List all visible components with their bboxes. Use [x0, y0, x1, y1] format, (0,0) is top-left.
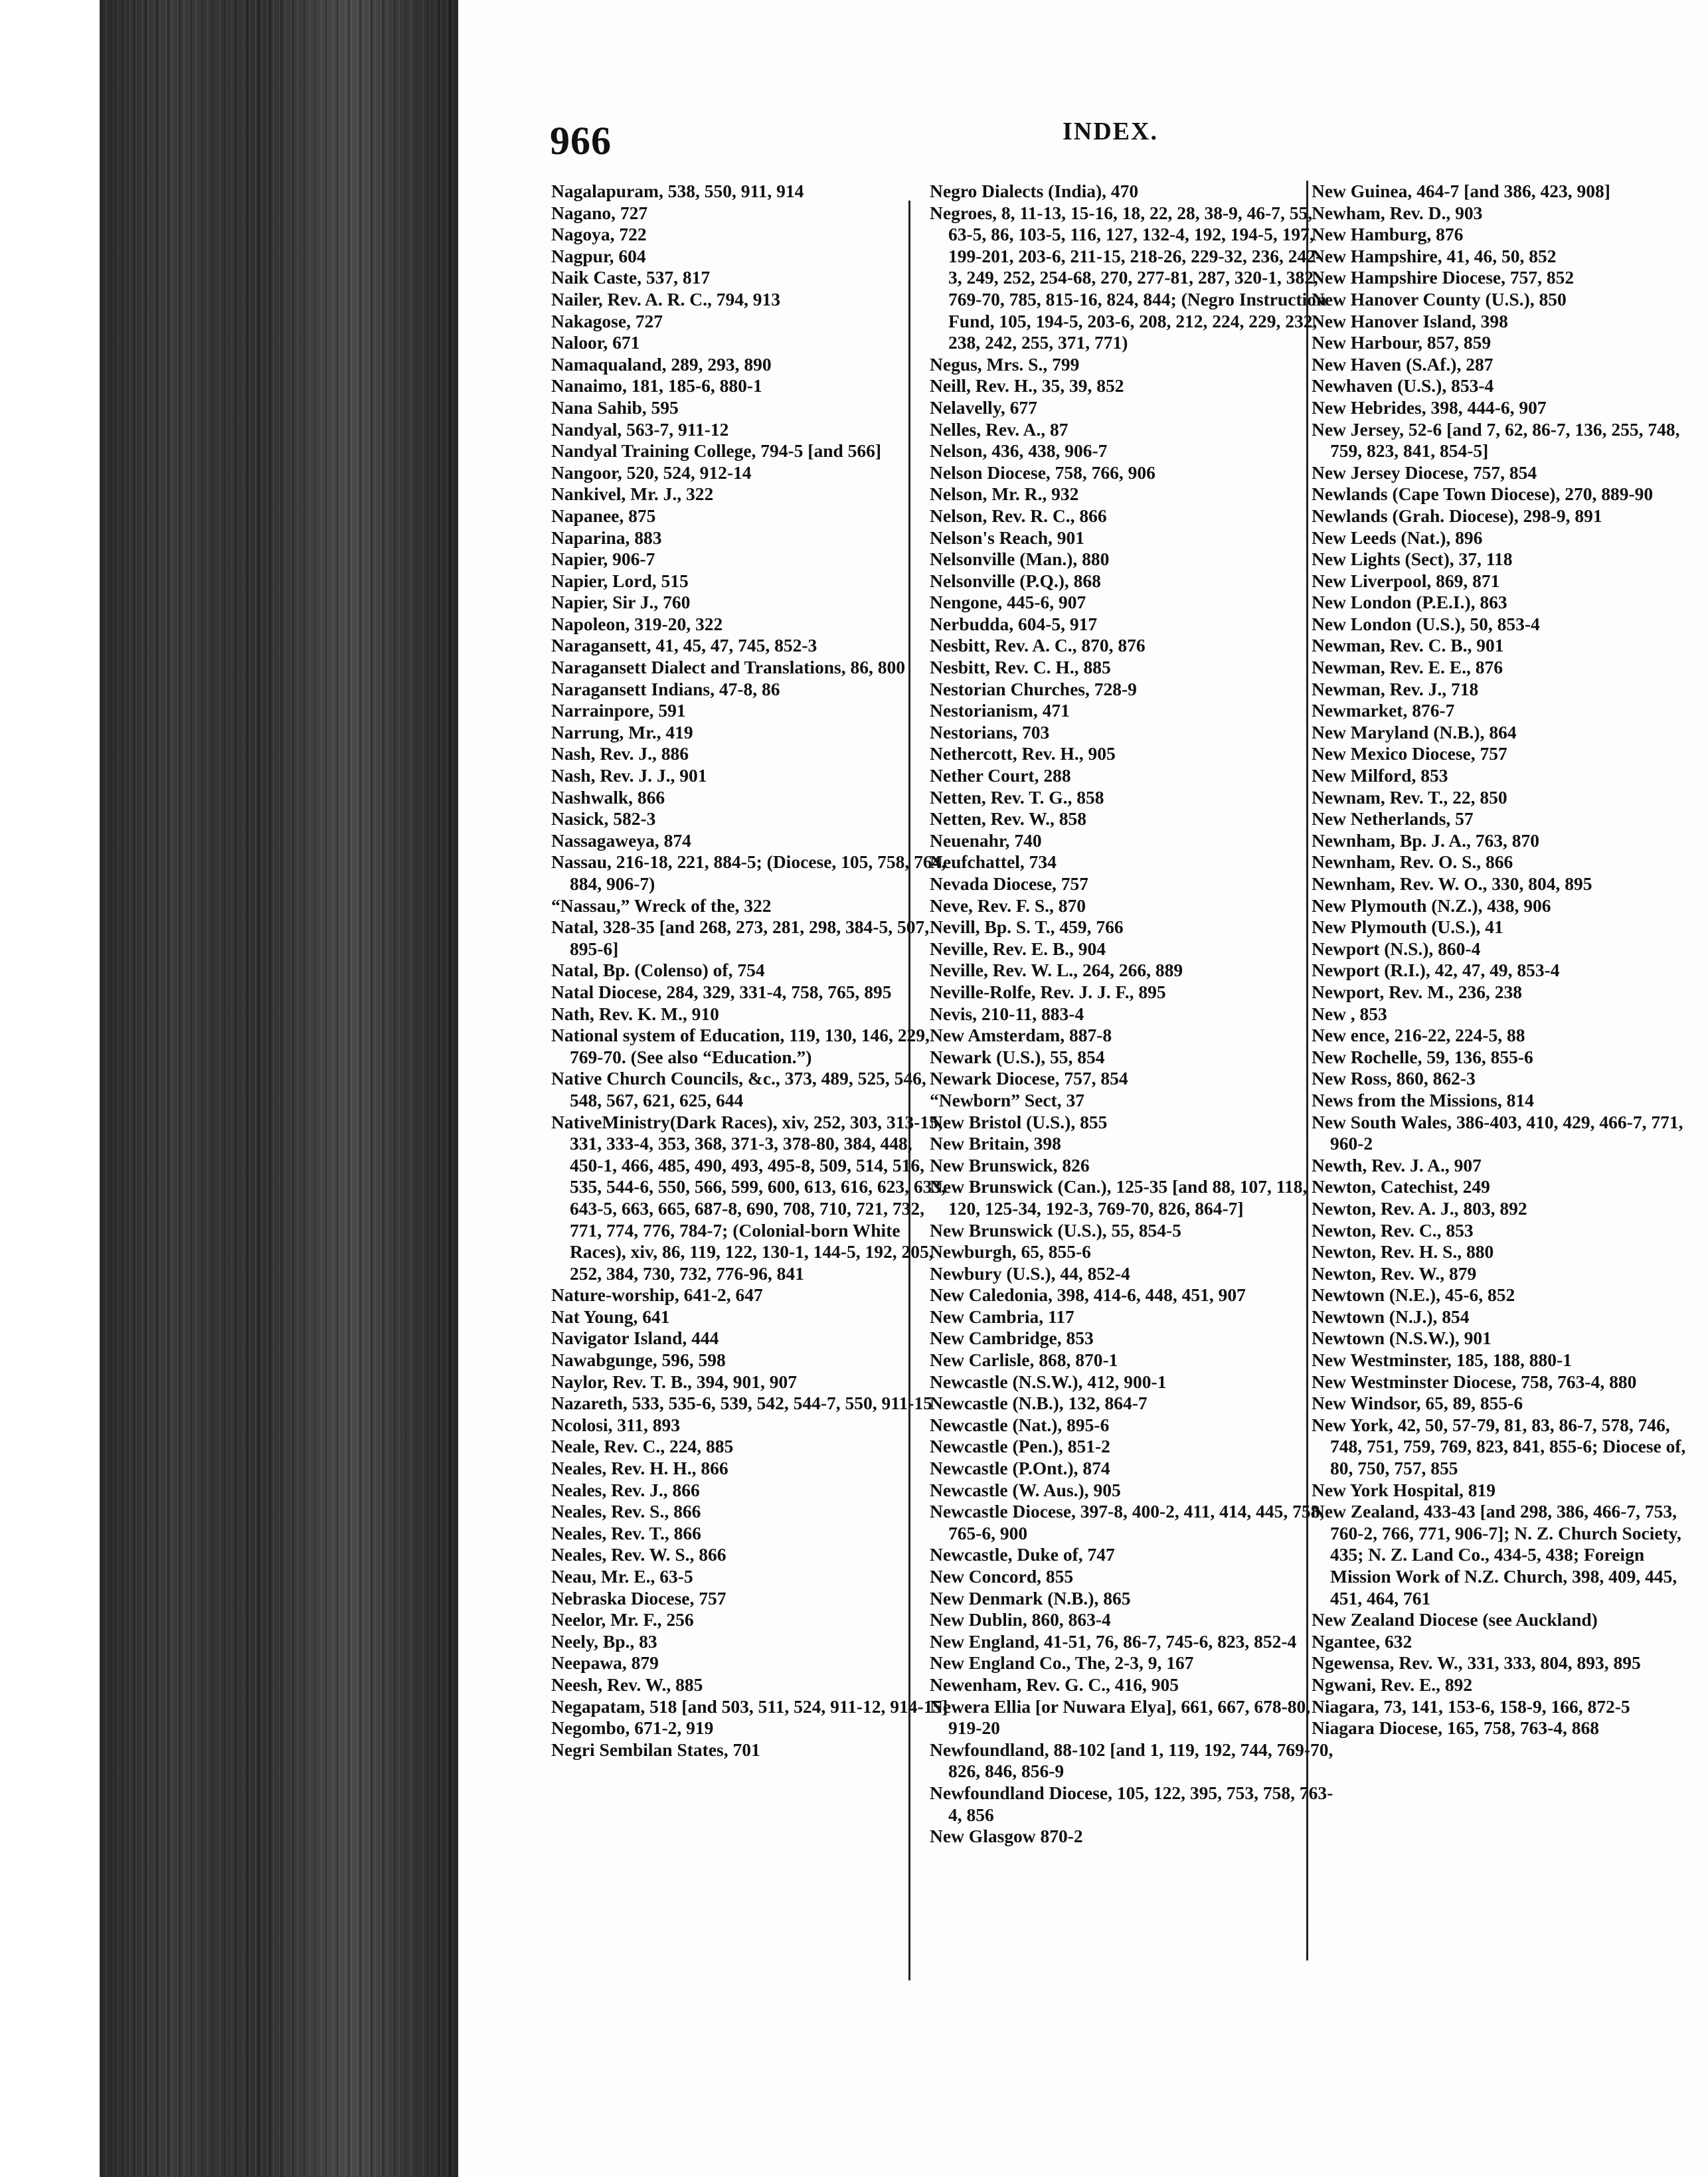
index-entry: Nash, Rev. J., 886 — [551, 743, 689, 764]
index-entry: Nagalapuram, 538, 550, 911, 914 — [551, 181, 804, 201]
scan-background — [0, 0, 100, 2177]
index-entry: New Rochelle, 59, 136, 855-6 — [1312, 1046, 1533, 1067]
index-entry: Nelson, 436, 438, 906-7 — [930, 440, 1108, 462]
index-entry: Napanee, 875 — [551, 505, 656, 526]
index-entry: Newark Diocese, 757, 854 — [930, 1068, 1128, 1089]
book-page-edge — [100, 0, 458, 2177]
index-entry: Native Church Councils, &c., 373, 489, 525, 546, 548, 567, 621, 625, 644 — [551, 1068, 926, 1110]
index-entry: Neville, Rev. W. L., 264, 266, 889 — [930, 960, 1183, 981]
index-entry: Newcastle, Duke of, 747 — [930, 1544, 1115, 1565]
index-entry: Negapatam, 518 [and 503, 511, 524, 911-12, 914-15] — [551, 1696, 948, 1717]
index-entry: Neville, Rev. E. B., 904 — [930, 938, 1106, 959]
index-entry: Negroes, 8, 11-13, 15-16, 18, 22, 28, 38-9, 46-7, 55, 63-5, 86, 103-5, 116, 127, 132-4, 192, 194-5, 197, 199-201, 203-6, 211-15, 218-26, 229-32, 236, 242-3, 249, 252, 254-68, 270, 277-81, 287, 320-1, 382, 769-70, 785, 815-16, 824, 844; (Negro Instruction Fund, 105, 194-5, 203-6, 208, 212, 224, 229, 232, 238, 242, 255, 371, 771) — [930, 202, 1327, 353]
index-entry: Neales, Rev. H. H., 866 — [551, 1458, 728, 1479]
index-entry: New Hanover County (U.S.), 850 — [1312, 288, 1567, 309]
index-entry: Nevill, Bp. S. T., 459, 766 — [930, 916, 1124, 938]
index-entry: New Concord, 855 — [930, 1566, 1074, 1587]
index-entry: Newth, Rev. J. A., 907 — [1312, 1154, 1482, 1176]
index-entry: Newnham, Rev. W. O., 330, 804, 895 — [1312, 873, 1592, 894]
index-entry: New Brunswick, 826 — [930, 1154, 1090, 1176]
index-entry: New Cambria, 117 — [930, 1306, 1074, 1327]
index-entry: New Liverpool, 869, 871 — [1312, 570, 1500, 591]
index-entry: New Lights (Sect), 37, 118 — [1312, 549, 1513, 570]
index-entry: Nassau, 216-18, 221, 884-5; (Diocese, 105, 758, 764, 884, 906-7) — [551, 851, 946, 894]
index-entry: Newbury (U.S.), 44, 852-4 — [930, 1263, 1130, 1284]
index-entry: Nanaimo, 181, 185-6, 880-1 — [551, 375, 762, 396]
index-entry: Nangoor, 520, 524, 912-14 — [551, 462, 752, 483]
index-entry: Natal, 328-35 [and 268, 273, 281, 298, 384-5, 507, 895-6] — [551, 916, 930, 959]
index-entry: Negombo, 671-2, 919 — [551, 1717, 714, 1739]
index-entry: Nestorians, 703 — [930, 721, 1050, 742]
index-entry: Newfoundland Diocese, 105, 122, 395, 753, 758, 763-4, 856 — [930, 1782, 1333, 1825]
index-entry: Neufchattel, 734 — [930, 851, 1057, 873]
index-entry: Ngwani, Rev. E., 892 — [1312, 1674, 1473, 1695]
index-entry: Naragansett Dialect and Translations, 86, 800 — [551, 657, 905, 678]
index-entry: Napier, Sir J., 760 — [551, 592, 691, 613]
index-entry: New Westminster Diocese, 758, 763-4, 880 — [1312, 1371, 1637, 1392]
index-entry: Newtown (N.S.W.), 901 — [1312, 1328, 1492, 1349]
index-entry: Neales, Rev. S., 866 — [551, 1501, 701, 1522]
index-entry: Newhaven (U.S.), 853-4 — [1312, 375, 1494, 396]
index-entry: Napier, 906-7 — [551, 549, 655, 570]
index-entry: Naylor, Rev. T. B., 394, 901, 907 — [551, 1371, 798, 1392]
index-entry: Newark (U.S.), 55, 854 — [930, 1046, 1105, 1067]
index-entry: Nath, Rev. K. M., 910 — [551, 1003, 719, 1024]
index-column-3 — [1312, 181, 1703, 1739]
index-entry: Newport (R.I.), 42, 47, 49, 853-4 — [1312, 960, 1560, 981]
index-entry: Nailer, Rev. A. R. C., 794, 913 — [551, 288, 781, 309]
index-entry: Newcastle (W. Aus.), 905 — [930, 1479, 1121, 1500]
index-entry: New Denmark (N.B.), 865 — [930, 1587, 1131, 1609]
index-entry: Nakagose, 727 — [551, 310, 663, 331]
index-entry: Naik Caste, 537, 817 — [551, 267, 711, 288]
index-entry: New Milford, 853 — [1312, 765, 1448, 786]
index-entry: Naragansett, 41, 45, 47, 745, 852-3 — [551, 635, 817, 656]
index-entry: Nash, Rev. J. J., 901 — [551, 765, 707, 786]
index-entry: New Caledonia, 398, 414-6, 448, 451, 907 — [930, 1284, 1246, 1306]
index-entry: New Haven (S.Af.), 287 — [1312, 353, 1494, 375]
index-entry: Nawabgunge, 596, 598 — [551, 1350, 726, 1371]
index-entry: New Glasgow 870-2 — [930, 1826, 1083, 1847]
index-entry: Nelson's Reach, 901 — [930, 527, 1084, 548]
index-entry: New Mexico Diocese, 757 — [1312, 743, 1507, 764]
index-entry: Nashwalk, 866 — [551, 786, 665, 808]
index-entry: Newport, Rev. M., 236, 238 — [1312, 981, 1522, 1002]
index-entry: Nevada Diocese, 757 — [930, 873, 1089, 894]
index-entry: New England Co., The, 2-3, 9, 167 — [930, 1652, 1194, 1674]
index-entry: New Netherlands, 57 — [1312, 808, 1474, 829]
index-entry: New Plymouth (U.S.), 41 — [1312, 916, 1503, 938]
index-entry: New Brunswick (U.S.), 55, 854-5 — [930, 1219, 1181, 1241]
index-entry: Napoleon, 319-20, 322 — [551, 613, 723, 634]
index-entry: National system of Education, 119, 130, 146, 229, 769-70. (See also “Education.”) — [551, 1025, 930, 1067]
index-entry: Nestorianism, 471 — [930, 700, 1070, 721]
index-entry: Neve, Rev. F. S., 870 — [930, 895, 1086, 916]
index-entry: Nethercott, Rev. H., 905 — [930, 743, 1116, 764]
index-entry: Newmarket, 876-7 — [1312, 700, 1455, 721]
index-entry: Nagpur, 604 — [551, 245, 646, 266]
index-entry: New Hamburg, 876 — [1312, 224, 1464, 245]
index-entry: Nankivel, Mr. J., 322 — [551, 483, 714, 505]
index-entry: Newcastle (N.S.W.), 412, 900-1 — [930, 1371, 1167, 1392]
index-entry: Newcastle (Nat.), 895-6 — [930, 1414, 1110, 1435]
index-entry: Nerbudda, 604-5, 917 — [930, 613, 1098, 634]
index-entry: Narrainpore, 591 — [551, 700, 686, 721]
index-entry: Netten, Rev. T. G., 858 — [930, 786, 1104, 808]
index-entry: Natal Diocese, 284, 329, 331-4, 758, 765, 895 — [551, 981, 892, 1002]
index-entry: New Ross, 860, 862-3 — [1312, 1068, 1476, 1089]
index-entry: Newlands (Cape Town Diocese), 270, 889-90 — [1312, 483, 1654, 505]
index-entry: Newcastle Diocese, 397-8, 400-2, 411, 414, 445, 758, 765-6, 900 — [930, 1501, 1325, 1543]
index-entry: New Hampshire, 41, 46, 50, 852 — [1312, 245, 1557, 266]
index-entry: New Zealand Diocese (see Auckland) — [1312, 1609, 1598, 1630]
index-entry: New Hampshire Diocese, 757, 852 — [1312, 267, 1575, 288]
index-entry: Newnam, Rev. T., 22, 850 — [1312, 786, 1507, 808]
index-entry: Naragansett Indians, 47-8, 86 — [551, 678, 780, 699]
index-entry: Neale, Rev. C., 224, 885 — [551, 1436, 734, 1457]
index-entry: New Brunswick (Can.), 125-35 [and 88, 107, 118, 120, 125-34, 192-3, 769-70, 826, 864-7] — [930, 1176, 1308, 1219]
index-entry: New Harbour, 857, 859 — [1312, 332, 1492, 353]
index-entry: New Bristol (U.S.), 855 — [930, 1111, 1108, 1132]
index-entry: New , 853 — [1312, 1003, 1387, 1024]
index-entry: Newham, Rev. D., 903 — [1312, 202, 1483, 223]
index-entry: Nasick, 582-3 — [551, 808, 656, 829]
index-entry: Napier, Lord, 515 — [551, 570, 689, 591]
index-entry: Nelavelly, 677 — [930, 396, 1037, 418]
index-entry: Nazareth, 533, 535-6, 539, 542, 544-7, 550, 911-15 — [551, 1393, 932, 1414]
index-entry: Neales, Rev. W. S., 866 — [551, 1544, 726, 1565]
index-entry: Neelor, Mr. F., 256 — [551, 1609, 694, 1630]
index-entry: Nevis, 210-11, 883-4 — [930, 1003, 1084, 1024]
index-entry: Newnham, Bp. J. A., 763, 870 — [1312, 829, 1540, 851]
index-entry: New Plymouth (N.Z.), 438, 906 — [1312, 895, 1551, 916]
index-entry: Nandyal, 563-7, 911-12 — [551, 418, 729, 440]
index-entry: Newcastle (N.B.), 132, 864-7 — [930, 1393, 1148, 1414]
index-entry: Nagoya, 722 — [551, 224, 647, 245]
index-entry: Nagano, 727 — [551, 202, 648, 223]
index-entry: Nelson, Rev. R. C., 866 — [930, 505, 1107, 526]
index-entry: Newtown (N.E.), 45-6, 852 — [1312, 1284, 1515, 1306]
index-entry: Ngewensa, Rev. W., 331, 333, 804, 893, 895 — [1312, 1652, 1641, 1674]
index-entry: Neales, Rev. T., 866 — [551, 1522, 701, 1543]
index-entry: Neepawa, 879 — [551, 1652, 659, 1674]
index-entry: New London (U.S.), 50, 853-4 — [1312, 613, 1540, 634]
index-entry: Newman, Rev. E. E., 876 — [1312, 657, 1503, 678]
index-column-1 — [551, 181, 950, 1761]
index-entry: New South Wales, 386-403, 410, 429, 466-7, 771, 960-2 — [1312, 1111, 1683, 1154]
index-entry: Ncolosi, 311, 893 — [551, 1414, 681, 1435]
index-entry: Natal, Bp. (Colenso) of, 754 — [551, 960, 765, 981]
index-entry: Newton, Catechist, 249 — [1312, 1176, 1490, 1197]
index-entry: New England, 41-51, 76, 86-7, 745-6, 823, 852-4 — [930, 1630, 1297, 1652]
index-entry: Nengone, 445-6, 907 — [930, 592, 1086, 613]
index-entry: Newcastle (Pen.), 851-2 — [930, 1436, 1110, 1457]
index-entry: Naparina, 883 — [551, 527, 662, 548]
index-entry: Newtown (N.J.), 854 — [1312, 1306, 1470, 1327]
index-entry: New Maryland (N.B.), 864 — [1312, 721, 1517, 742]
index-entry: Nesbitt, Rev. C. H., 885 — [930, 657, 1111, 678]
index-entry: Nandyal Training College, 794-5 [and 566] — [551, 440, 882, 462]
index-entry: Newman, Rev. C. B., 901 — [1312, 635, 1504, 656]
index-entry: Nelsonville (Man.), 880 — [930, 549, 1110, 570]
index-entry: Newton, Rev. H. S., 880 — [1312, 1241, 1494, 1263]
index-entry: New Hebrides, 398, 444-6, 907 — [1312, 396, 1547, 418]
index-entry: New Hanover Island, 398 — [1312, 310, 1508, 331]
index-entry: Nature-worship, 641-2, 647 — [551, 1284, 763, 1306]
index-entry: Netten, Rev. W., 858 — [930, 808, 1087, 829]
index-entry: Neill, Rev. H., 35, 39, 852 — [930, 375, 1124, 396]
index-entry: Newburgh, 65, 855-6 — [930, 1241, 1091, 1263]
index-entry: Namaqualand, 289, 293, 890 — [551, 353, 772, 375]
index-entry: “Newborn” Sect, 37 — [930, 1089, 1084, 1110]
index-entry: Niagara Diocese, 165, 758, 763-4, 868 — [1312, 1717, 1600, 1739]
index-entry: New ence, 216-22, 224-5, 88 — [1312, 1025, 1525, 1046]
index-entry: Nelles, Rev. A., 87 — [930, 418, 1068, 440]
index-entry: Newfoundland, 88-102 [and 1, 119, 192, 744, 769-70, 826, 846, 856-9 — [930, 1739, 1333, 1782]
index-entry: New Westminster, 185, 188, 880-1 — [1312, 1350, 1572, 1371]
index-entry: Nesbitt, Rev. A. C., 870, 876 — [930, 635, 1146, 656]
index-entry: Neau, Mr. E., 63-5 — [551, 1566, 693, 1587]
index-entry: Niagara, 73, 141, 153-6, 158-9, 166, 872-5 — [1312, 1696, 1630, 1717]
index-entry: Neely, Bp., 83 — [551, 1630, 657, 1652]
index-entry: Newera Ellia [or Nuwara Elya], 661, 667, 678-80, 919-20 — [930, 1696, 1311, 1739]
index-entry: Neville-Rolfe, Rev. J. J. F., 895 — [930, 981, 1166, 1002]
index-entry: News from the Missions, 814 — [1312, 1089, 1534, 1110]
index-entry: Newport (N.S.), 860-4 — [1312, 938, 1481, 959]
page-number: 966 — [550, 119, 612, 163]
index-entry: New Cambridge, 853 — [930, 1328, 1094, 1349]
index-entry: Ngantee, 632 — [1312, 1630, 1412, 1652]
index-column-2 — [930, 181, 1335, 1848]
index-entry: Newenham, Rev. G. C., 416, 905 — [930, 1674, 1179, 1695]
index-entry: “Nassau,” Wreck of the, 322 — [551, 895, 772, 916]
index-entry: New Dublin, 860, 863-4 — [930, 1609, 1111, 1630]
index-entry: Neesh, Rev. W., 885 — [551, 1674, 703, 1695]
index-entry: New Leeds (Nat.), 896 — [1312, 527, 1483, 548]
index-entry: Nelson, Mr. R., 932 — [930, 483, 1079, 505]
index-entry: Negri Sembilan States, 701 — [551, 1739, 760, 1760]
index-entry: Newton, Rev. C., 853 — [1312, 1219, 1474, 1241]
index-entry: New Jersey Diocese, 757, 854 — [1312, 462, 1537, 483]
index-entry: Nelson Diocese, 758, 766, 906 — [930, 462, 1155, 483]
index-entry: New Amsterdam, 887-8 — [930, 1025, 1112, 1046]
index-entry: Newnham, Rev. O. S., 866 — [1312, 851, 1513, 873]
index-entry: Negro Dialects (India), 470 — [930, 181, 1139, 201]
index-entry: Narrung, Mr., 419 — [551, 721, 693, 742]
index-entry: Neales, Rev. J., 866 — [551, 1479, 700, 1500]
index-entry: Neuenahr, 740 — [930, 829, 1042, 851]
index-entry: Nestorian Churches, 728-9 — [930, 678, 1137, 699]
index-entry: Nat Young, 641 — [551, 1306, 670, 1327]
index-entry: New London (P.E.I.), 863 — [1312, 592, 1507, 613]
index-entry: Newton, Rev. W., 879 — [1312, 1263, 1477, 1284]
index-entry: Nether Court, 288 — [930, 765, 1071, 786]
index-entry: Nelsonville (P.Q.), 868 — [930, 570, 1101, 591]
index-entry: Newlands (Grah. Diocese), 298-9, 891 — [1312, 505, 1602, 526]
index-entry: Newman, Rev. J., 718 — [1312, 678, 1479, 699]
index-entry: New Britain, 398 — [930, 1133, 1061, 1154]
index-entry: New Windsor, 65, 89, 855-6 — [1312, 1393, 1523, 1414]
index-entry: Naloor, 671 — [551, 332, 640, 353]
index-entry: New Carlisle, 868, 870-1 — [930, 1350, 1118, 1371]
index-entry: Nassagaweya, 874 — [551, 829, 691, 851]
index-entry: New York Hospital, 819 — [1312, 1479, 1496, 1500]
index-entry: New York, 42, 50, 57-79, 81, 83, 86-7, 578, 746, 748, 751, 759, 769, 823, 841, 855-6; Diocese of, 80, 750, 757, 855 — [1312, 1414, 1686, 1479]
index-entry: Newcastle (P.Ont.), 874 — [930, 1458, 1110, 1479]
index-entry: New Zealand, 433-43 [and 298, 386, 466-7, 753, 760-2, 766, 771, 906-7]; N. Z. Church Society, 435; N. Z. Land Co., 434-5, 438; Foreign Mission Work of N.Z. Church, 398, 409, 445, 451, 464, 761 — [1312, 1501, 1681, 1609]
index-entry: NativeMinistry(Dark Races), xiv, 252, 303, 313-15, 331, 333-4, 353, 368, 371-3, 378-80, 384, 448, 450-1, 466, 485, 490, 493, 495-8, 509, 514, 516, 535, 544-6, 550, 566, 599, 600, 613, 616, 623, 633, 643-5, 663, 665, 687-8, 690, 708, 710, 721, 732, 771, 774, 776, 784-7; (Colonial-born White Races), xiv, 86, 119, 122, 130-1, 144-5, 192, 205, 252, 384, 730, 732, 776-96, 841 — [551, 1111, 946, 1284]
index-entry: New Guinea, 464-7 [and 386, 423, 908] — [1312, 181, 1610, 201]
index-entry: Negus, Mrs. S., 799 — [930, 353, 1080, 375]
index-entry: Newton, Rev. A. J., 803, 892 — [1312, 1197, 1527, 1219]
index-entry: Nana Sahib, 595 — [551, 396, 679, 418]
index-entry: Navigator Island, 444 — [551, 1328, 719, 1349]
index-entry: New Jersey, 52-6 [and 7, 62, 86-7, 136, 255, 748, 759, 823, 841, 854-5] — [1312, 418, 1680, 462]
running-head: INDEX. — [1063, 118, 1158, 145]
index-entry: Nebraska Diocese, 757 — [551, 1587, 726, 1609]
